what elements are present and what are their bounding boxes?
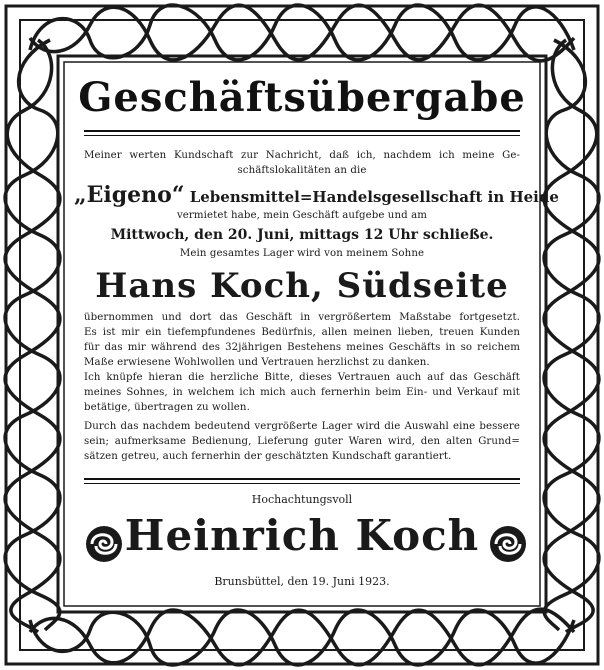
title-rule	[84, 130, 520, 132]
body-line: sätzen getreu, auch fernerhin der geschätzten Kundschaft garantiert.	[84, 451, 452, 462]
intro-line-1: Meiner werten Kundschaft zur Nachricht, daß ich, nachdem ich meine Ge-	[84, 150, 520, 161]
eigeno-name: „Eigeno“	[74, 182, 185, 208]
successor-name: Hans Koch, Südseite	[95, 266, 509, 306]
ad-title: Geschäftsübergabe	[78, 74, 526, 121]
body-line: Es ist mir ein tiefempfundenes Bedürfnis, allen meinen lieben, treuen Kunden	[84, 327, 520, 338]
closing-greeting: Hochachtungsvoll	[251, 493, 353, 506]
body-line: sein; aufmerksame Bedienung, Lieferung guter Waren wird, den alten Grund=	[84, 436, 520, 447]
rented-line: vermietet habe, mein Geschäft aufgebe und am	[176, 210, 428, 221]
body-line: für das mir während des 32jährigen Bestehens meines Geschäfts in so reichem	[84, 342, 520, 353]
intro-line-2: schäftslokalitäten an die	[237, 165, 367, 176]
title-rule-thin	[84, 135, 520, 136]
closing-rule-thin	[84, 483, 520, 484]
body-line: betätige, übertragen zu wollen.	[84, 402, 250, 413]
swirl-ornament-icon	[84, 524, 124, 564]
body-line: Maße erwiesene Wohlwollen und Vertrauen herzlichst zu danken.	[84, 357, 430, 368]
closing-date-line: Mittwoch, den 20. Juni, mittags 12 Uhr schließe.	[110, 227, 494, 243]
lager-line: Mein gesamtes Lager wird von meinem Sohne	[179, 248, 425, 259]
advertisement-body	[74, 70, 559, 594]
body-line: Ich knüpfe hieran die herzliche Bitte, dieses Vertrauen auch auf das Geschäft	[84, 372, 520, 383]
body-line: übernommen und dort das Geschäft in vergrößertem Maßstabe fortgesetzt.	[84, 312, 520, 323]
signature-name: Heinrich Koch	[124, 511, 480, 560]
eigeno-line	[74, 182, 559, 208]
body-line: Durch das nachdem bedeutend vergrößerte Lager wird die Auswahl eine bessere	[84, 421, 520, 432]
place-date: Brunsbüttel, den 19. Juni 1923.	[214, 575, 390, 588]
body-line: meines Sohnes, in welchem ich mich auch fernerhin beim Ein- und Verkauf mit	[84, 387, 520, 398]
swirl-ornament-icon	[488, 524, 528, 564]
closing-rule	[84, 478, 520, 480]
eigeno-rest: Lebensmittel=Handelsgesellschaft in Heide	[189, 188, 559, 206]
